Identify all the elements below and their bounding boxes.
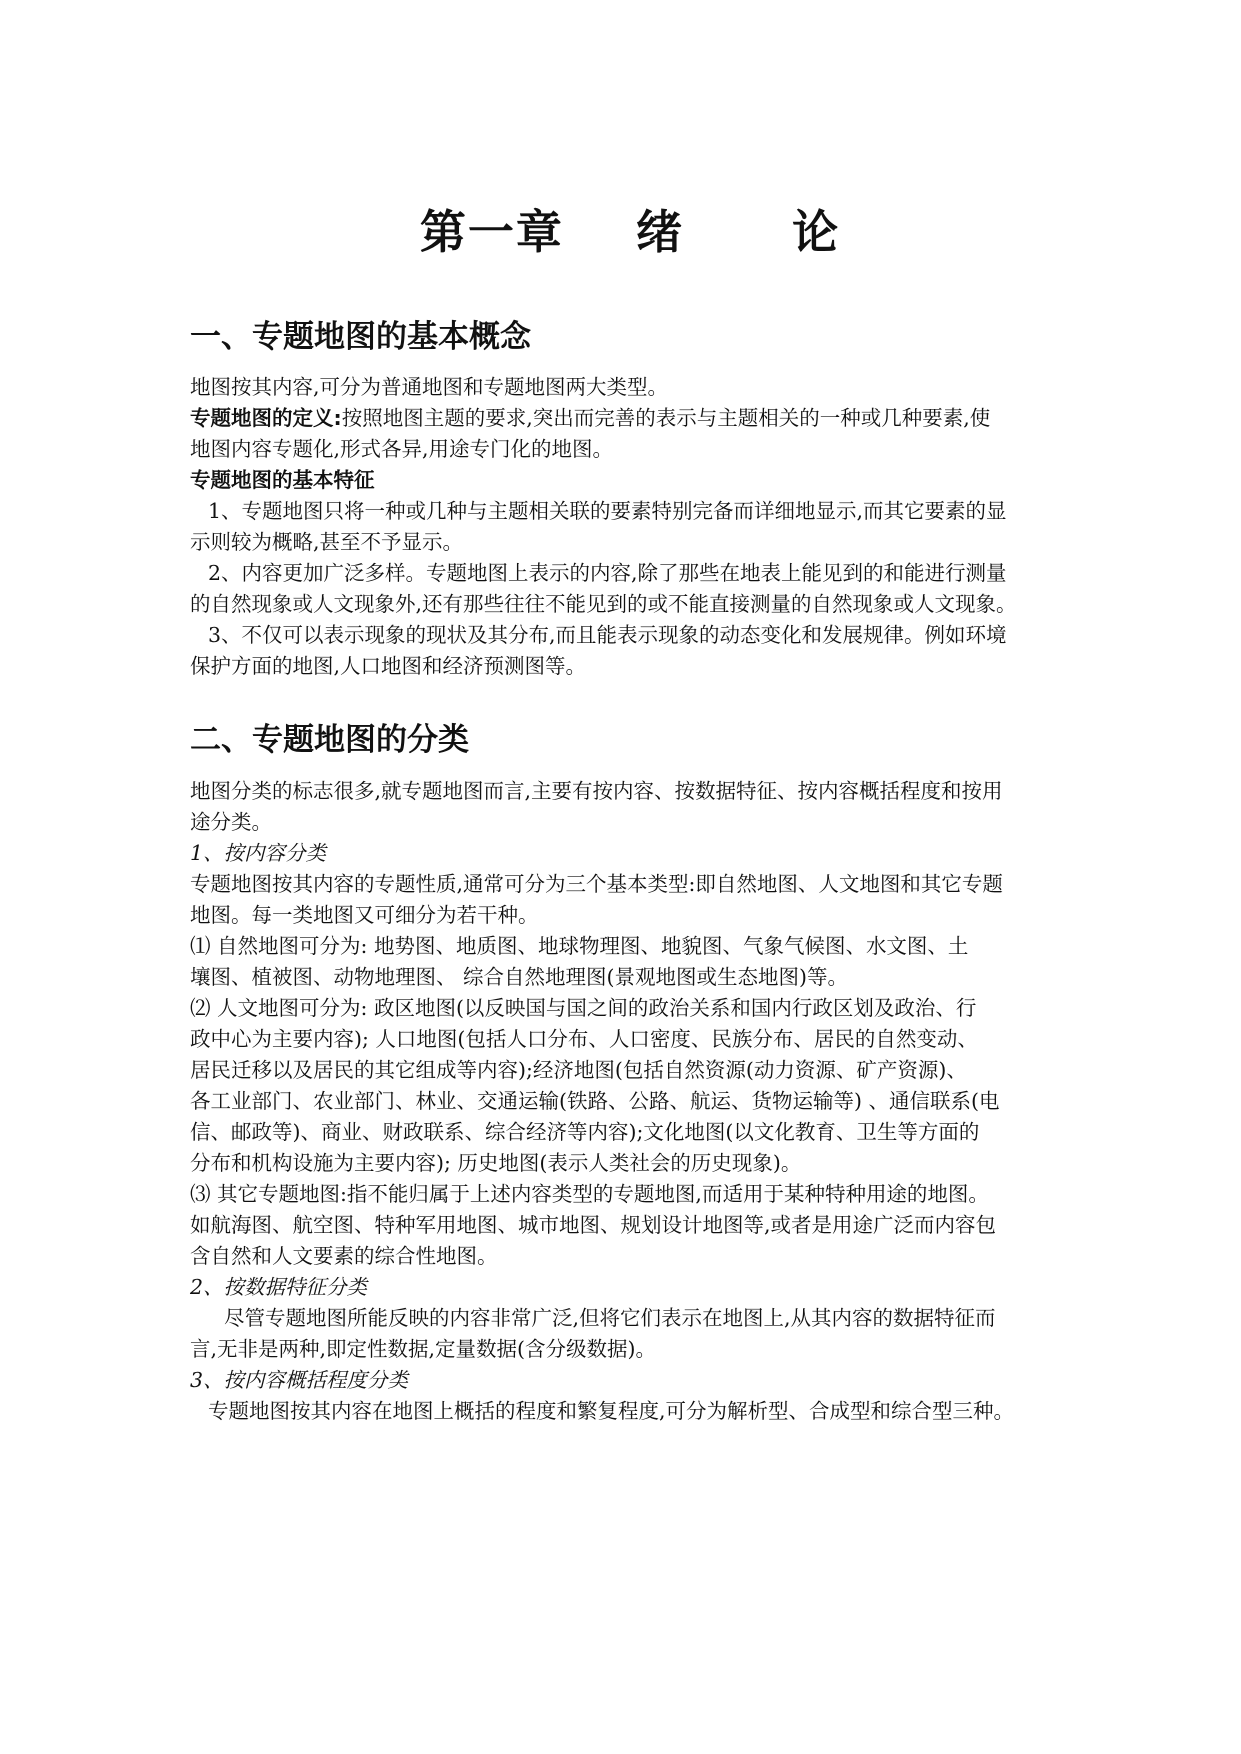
- paragraph-line: 居民迁移以及居民的其它组成等内容);经济地图(包括自然资源(动力资源、矿产资源)、: [190, 1058, 967, 1082]
- features-label: 专题地图的基本特征: [190, 468, 375, 492]
- subsection-title-content: 1、按内容分类: [190, 841, 327, 865]
- paragraph-line: 如航海图、航空图、特种军用地图、城市地图、规划设计地图等,或者是用途广泛而内容包: [190, 1213, 997, 1237]
- definition-text: 按照地图主题的要求,突出而完善的表示与主题相关的一种或几种要素,使: [341, 406, 991, 430]
- paragraph-line: 途分类。: [190, 810, 272, 834]
- paragraph-line: 含自然和人文要素的综合性地图。: [190, 1244, 498, 1268]
- feature-item-2: 2、内容更加广泛多样。专题地图上表示的内容,除了那些在地表上能见到的和能进行测量: [208, 561, 1007, 585]
- paragraph-line: 示则较为概略,甚至不予显示。: [190, 530, 464, 554]
- section-heading-basic-concept: 一、专题地图的基本概念: [190, 319, 531, 355]
- paragraph-line: 专题地图按其内容的专题性质,通常可分为三个基本类型:即自然地图、人文地图和其它专题: [190, 872, 1003, 896]
- paragraph-line: 的自然现象或人文现象外,还有那些往往不能见到的或不能直接测量的自然现象或人文现象。: [190, 592, 1017, 616]
- paragraph-line: 专题地图按其内容在地图上概括的程度和繁复程度,可分为解析型、合成型和综合型三种。: [208, 1399, 1015, 1423]
- paragraph-line: 地图分类的标志很多,就专题地图而言,主要有按内容、按数据特征、按内容概括程度和按用: [190, 779, 1003, 803]
- list-item-human-maps: ⑵ 人文地图可分为: 政区地图(以反映国与国之间的政治关系和国内行政区划及政治、行: [190, 996, 977, 1020]
- paragraph-line: 壤图、植被图、动物地理图、 综合自然地理图(景观地图或生态地图)等。: [190, 965, 849, 989]
- list-item-other-maps: ⑶ 其它专题地图:指不能归属于上述内容类型的专题地图,而适用于某种特种用途的地图。: [190, 1182, 989, 1206]
- subsection-title-generalization: 3、按内容概括程度分类: [190, 1368, 409, 1392]
- list-item-natural-maps: ⑴ 自然地图可分为: 地势图、地质图、地球物理图、地貌图、气象气候图、水文图、土: [190, 934, 969, 958]
- paragraph-line: 言,无非是两种,即定性数据,定量数据(含分级数据)。: [190, 1337, 657, 1361]
- paragraph-line: 地图。每一类地图又可细分为若干种。: [190, 903, 539, 927]
- feature-item-1: 1、专题地图只将一种或几种与主题相关联的要素特别完备而详细地显示,而其它要素的显: [208, 499, 1007, 523]
- section-classification-body: [190, 776, 1070, 1427]
- paragraph-line: 分布和机构设施为主要内容); 历史地图(表示人类社会的历史现象)。: [190, 1151, 802, 1175]
- section-heading-classification: 二、专题地图的分类: [190, 722, 469, 758]
- feature-item-3: 3、不仅可以表示现象的现状及其分布,而且能表示现象的动态变化和发展规律。例如环境: [208, 623, 1007, 647]
- paragraph-line: 地图内容专题化,形式各异,用途专门化的地图。: [190, 437, 614, 461]
- subsection-title-data: 2、按数据特征分类: [190, 1275, 368, 1299]
- chapter-title: 第一章 绪 论: [419, 205, 841, 259]
- paragraph-line: 保护方面的地图,人口地图和经济预测图等。: [190, 654, 587, 678]
- paragraph-line: 各工业部门、农业部门、林业、交通运输(铁路、公路、航运、货物运输等) 、通信联系(电: [190, 1089, 1000, 1113]
- paragraph-line: 地图按其内容,可分为普通地图和专题地图两大类型。: [190, 375, 669, 399]
- section-basic-concept-body: [190, 372, 1070, 682]
- definition-line: [190, 403, 1070, 434]
- paragraph-line: 信、邮政等)、商业、财政联系、综合经济等内容);文化地图(以文化教育、卫生等方面的: [190, 1120, 980, 1144]
- paragraph-line: 尽管专题地图所能反映的内容非常广泛,但将它们表示在地图上,从其内容的数据特征而: [224, 1306, 996, 1330]
- paragraph-line: 政中心为主要内容); 人口地图(包括人口分布、人口密度、民族分布、居民的自然变动、: [190, 1027, 978, 1051]
- definition-label: 专题地图的定义:: [190, 406, 342, 430]
